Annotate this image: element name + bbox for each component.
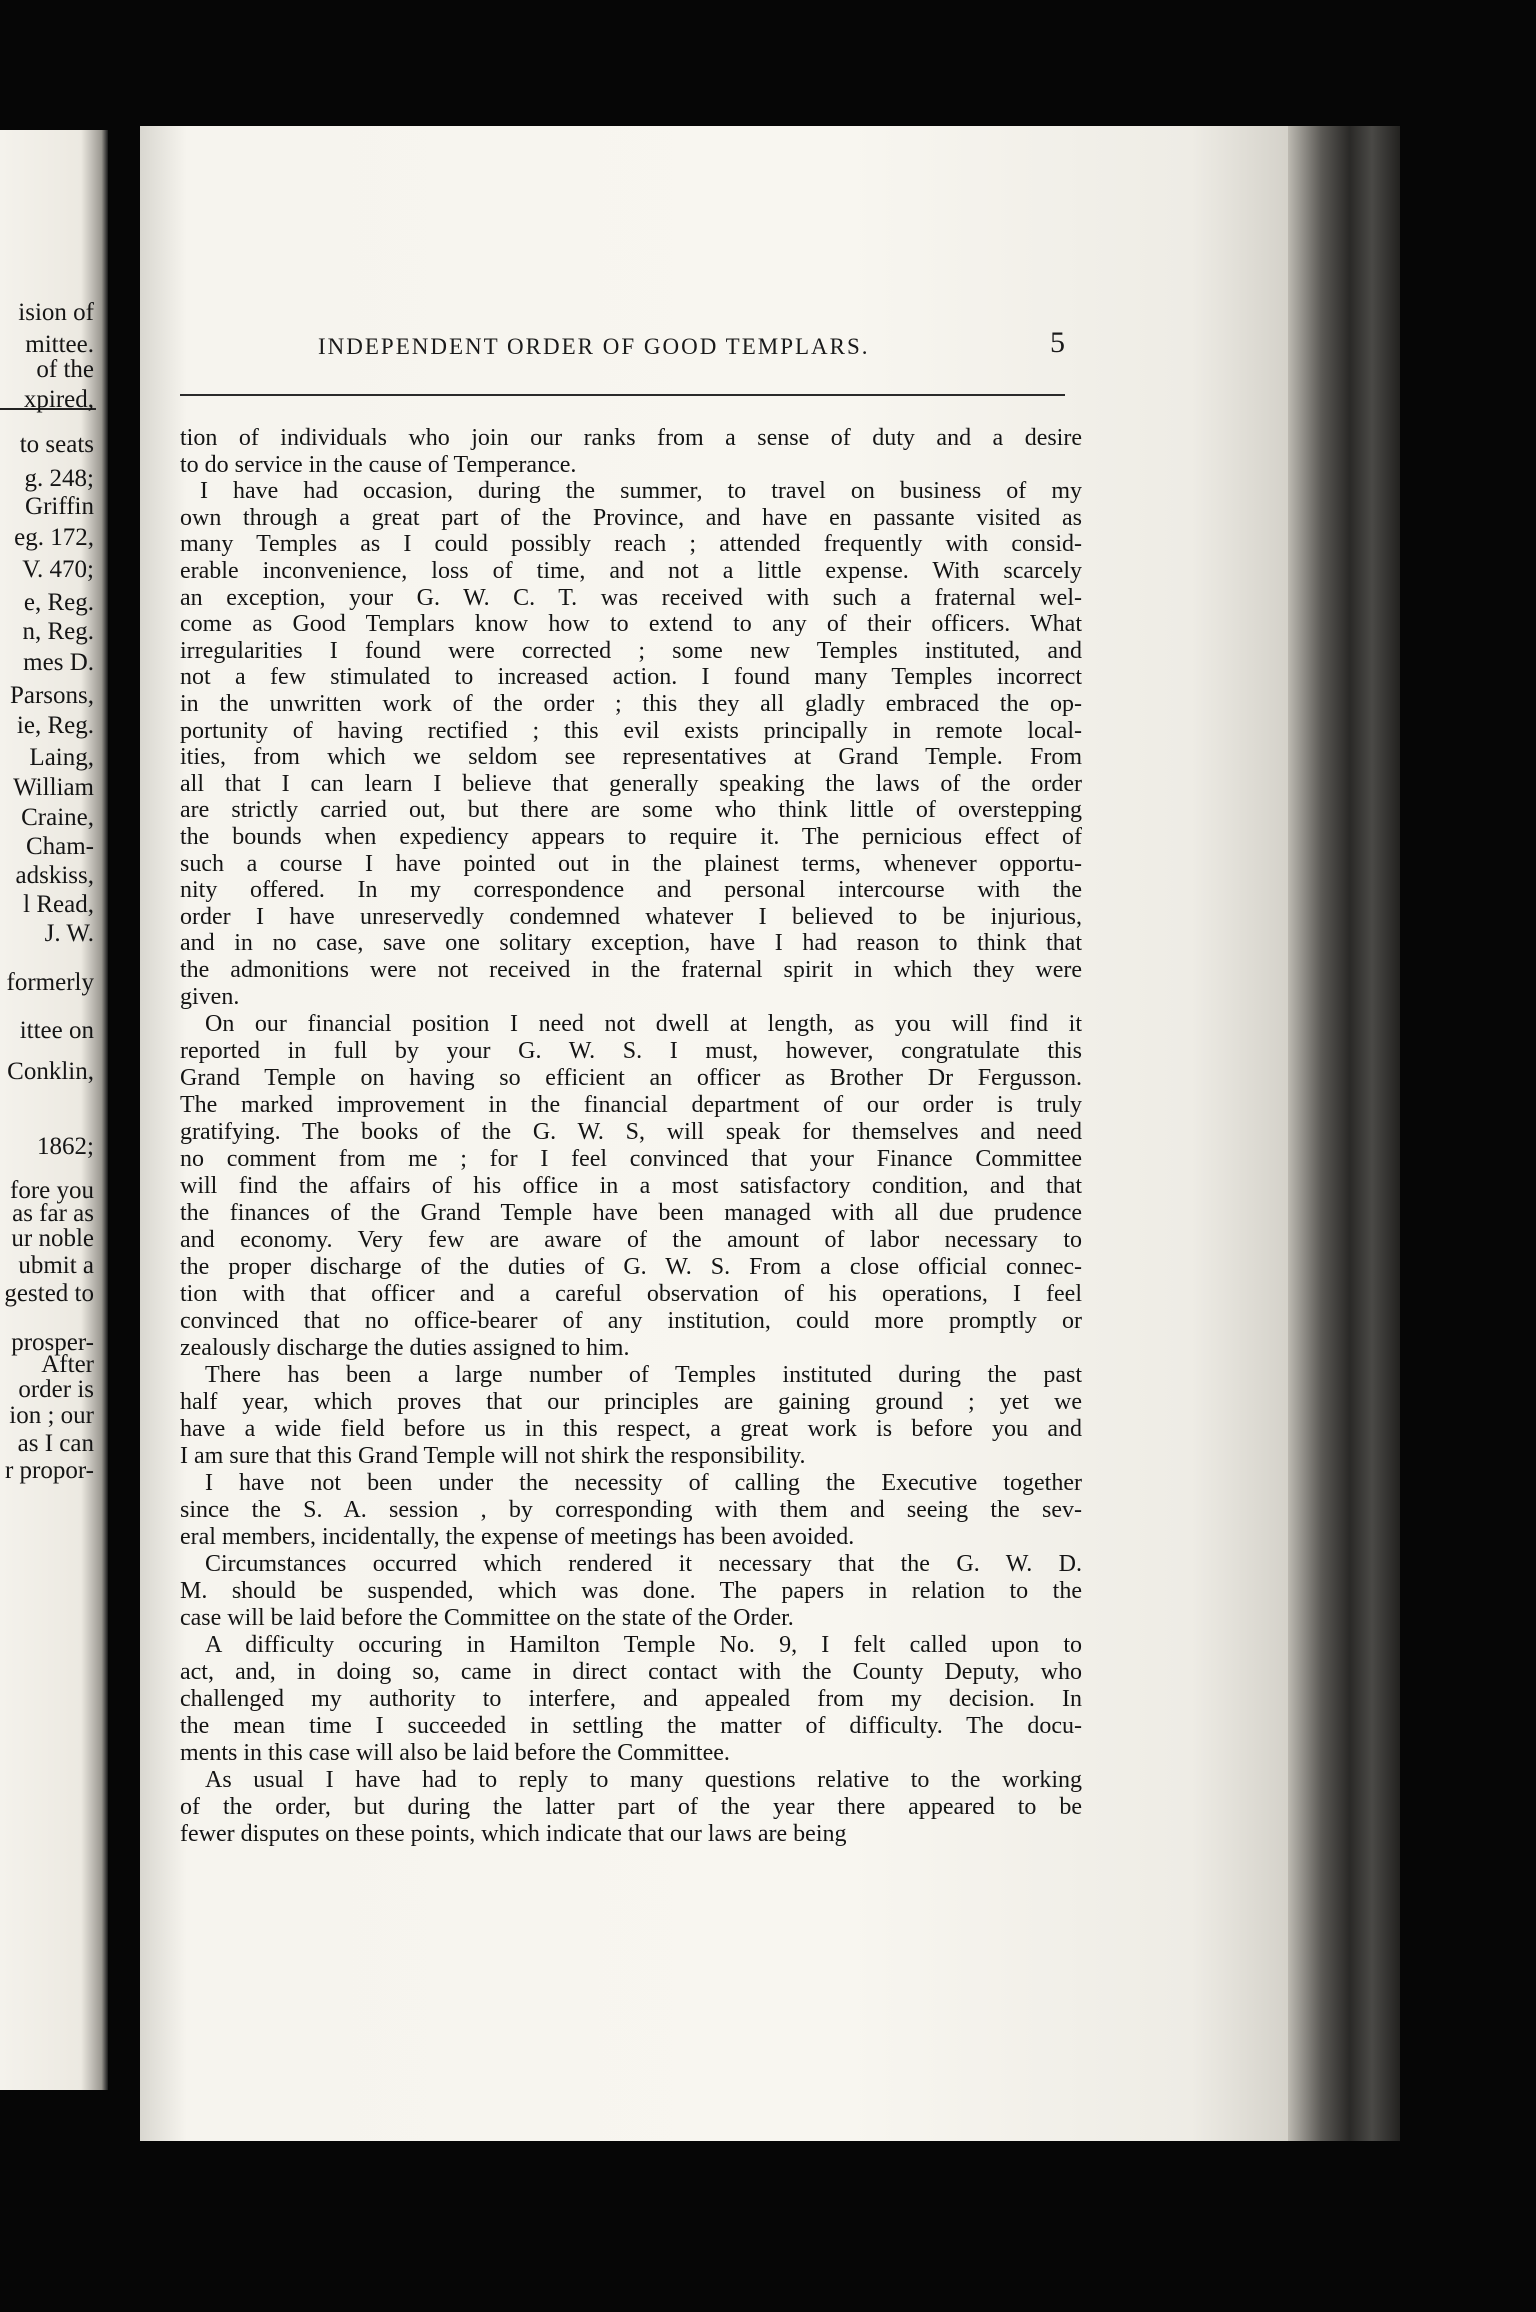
left-margin-line: e, Reg. (23, 589, 94, 616)
body-line: As usual I have had to reply to many questions relative to the working (205, 1767, 1082, 1793)
left-margin-line: to seats (19, 431, 94, 458)
left-margin-line: V. 470; (22, 556, 94, 583)
left-margin-line: 1862; (37, 1133, 94, 1160)
body-line: in the unwritten work of the order ; this they all gladly embraced the op- (180, 691, 1082, 717)
body-line: the mean time I succeeded in settling the matter of difficulty. The docu- (180, 1713, 1082, 1739)
left-margin-line: r propor- (4, 1457, 94, 1484)
body-line: all that I can learn I believe that generally speaking the laws of the order (180, 771, 1082, 797)
body-line: There has been a large number of Temples instituted during the past (205, 1362, 1082, 1388)
body-line: I am sure that this Grand Temple will not shirk the responsibility. (180, 1443, 806, 1469)
left-margin-line: Griffin (25, 493, 94, 520)
left-margin-line: as I can (17, 1430, 94, 1457)
left-margin-line: as far as (12, 1200, 94, 1227)
body-line: not a few stimulated to increased action. I found many Temples incorrect (180, 664, 1082, 690)
body-line: the finances of the Grand Temple have been managed with all due prudence (180, 1200, 1082, 1226)
body-line: have a wide field before us in this respect, a great work is before you and (180, 1416, 1082, 1442)
left-margin-line: Craine, (21, 804, 94, 831)
body-line: nity offered. In my correspondence and personal intercourse with the (180, 877, 1082, 903)
body-line: tion of individuals who join our ranks from a sense of duty and a desire (180, 425, 1082, 451)
body-line: such a course I have pointed out in the plainest terms, whenever opportu- (180, 851, 1082, 877)
body-line: tion with that officer and a careful observation of his operations, I feel (180, 1281, 1082, 1307)
body-line: gratifying. The books of the G. W. S, will speak for themselves and need (180, 1119, 1082, 1145)
left-margin-line: ision of (18, 299, 94, 326)
left-margin-line: l Read, (23, 891, 94, 918)
body-line: no comment from me ; for I feel convinced that your Finance Committee (180, 1146, 1082, 1172)
body-line: to do service in the cause of Temperance. (180, 452, 577, 478)
left-margin-line: After (41, 1351, 94, 1378)
left-margin-line: William (13, 774, 94, 801)
left-margin-line: mes D. (23, 649, 94, 676)
left-margin-line: ubmit a (18, 1252, 94, 1279)
left-margin-line: ur noble (11, 1225, 94, 1252)
body-line: irregularities I found were corrected ; some new Temples instituted, and (180, 638, 1082, 664)
body-line: ities, from which we seldom see representatives at Grand Temple. From (180, 744, 1082, 770)
body-line: many Temples as I could possibly reach ; attended frequently with consid- (180, 531, 1082, 557)
page-number: 5 (1050, 326, 1065, 359)
body-line: of the order, but during the latter part of the year there appeared to be (180, 1794, 1082, 1820)
body-line: order I have unreservedly condemned whatever I believed to be injurious, (180, 904, 1082, 930)
left-margin-line: gested to (4, 1280, 94, 1307)
body-line: come as Good Templars know how to extend to any of their officers. What (180, 611, 1082, 637)
running-head: INDEPENDENT ORDER OF GOOD TEMPLARS. (318, 334, 870, 359)
left-margin-line: eg. 172, (14, 524, 94, 551)
body-line: case will be laid before the Committee on the state of the Order. (180, 1605, 794, 1631)
body-line: M. should be suspended, which was done. The papers in relation to the (180, 1578, 1082, 1604)
left-margin-line: xpired, (23, 386, 94, 413)
body-line: own through a great part of the Province, and have en passante visited as (180, 505, 1082, 531)
body-line: the bounds when expediency appears to require it. The pernicious effect of (180, 824, 1082, 850)
body-line: given. (180, 984, 240, 1010)
body-line: and economy. Very few are aware of the amount of labor necessary to (180, 1227, 1082, 1253)
body-line: the proper discharge of the duties of G. W. S. From a close official connec- (180, 1254, 1082, 1280)
left-margin-line: formerly (6, 969, 94, 996)
body-line: convinced that no office-bearer of any institution, could more promptly or (180, 1308, 1082, 1334)
body-line: the admonitions were not received in the fraternal spirit in which they were (180, 957, 1082, 983)
body-line: reported in full by your G. W. S. I must, however, congratulate this (180, 1038, 1082, 1064)
body-line: A difficulty occuring in Hamilton Temple No. 9, I felt called upon to (205, 1632, 1082, 1658)
left-margin-line: Laing, (29, 744, 94, 771)
body-line: Circumstances occurred which rendered it necessary that the G. W. D. (205, 1551, 1082, 1577)
left-margin-line: ie, Reg. (16, 712, 94, 739)
body-line: challenged my authority to interfere, and appealed from my decision. In (180, 1686, 1082, 1712)
left-margin-line: Cham- (25, 833, 94, 860)
left-margin-line: of the (36, 356, 94, 383)
left-margin-line: prosper- (11, 1329, 94, 1356)
left-margin-line: Conklin, (7, 1058, 94, 1085)
body-line: act, and, in doing so, came in direct contact with the County Deputy, who (180, 1659, 1082, 1685)
left-margin-line: mittee. (25, 331, 94, 358)
header-rule (180, 394, 1065, 396)
left-margin-line: Parsons, (9, 682, 94, 709)
left-margin-line: adskiss, (15, 862, 94, 889)
left-margin-line: fore you (10, 1177, 94, 1204)
body-line: On our financial position I need not dwell at length, as you will find it (205, 1011, 1082, 1037)
body-line: fewer disputes on these points, which indicate that our laws are being (180, 1821, 847, 1847)
body-line: will find the affairs of his office in a most satisfactory condition, and that (180, 1173, 1082, 1199)
body-line: since the S. A. session , by corresponding with them and seeing the sev- (180, 1497, 1082, 1523)
body-line: zealously discharge the duties assigned to him. (180, 1335, 630, 1361)
left-margin-line: J. W. (44, 920, 94, 947)
left-margin-line: ion ; our (9, 1402, 94, 1429)
body-line: an exception, your G. W. C. T. was received with such a fraternal wel- (180, 585, 1082, 611)
body-line: ments in this case will also be laid before the Committee. (180, 1740, 730, 1766)
left-margin-line: n, Reg. (22, 618, 94, 645)
body-line: Grand Temple on having so efficient an officer as Brother Dr Fergusson. (180, 1065, 1082, 1091)
left-page-edge (0, 130, 108, 2090)
body-line: erable inconvenience, loss of time, and not a little expense. With scarcely (180, 558, 1082, 584)
left-margin-line: order is (18, 1376, 94, 1403)
body-line: eral members, incidentally, the expense of meetings has been avoided. (180, 1524, 855, 1550)
body-line: and in no case, save one solitary exception, have I had reason to think that (180, 930, 1082, 956)
body-line: portunity of having rectified ; this evil exists principally in remote local- (180, 718, 1082, 744)
body-line: I have had occasion, during the summer, to travel on business of my (200, 478, 1082, 504)
left-margin-line: ittee on (19, 1017, 94, 1044)
body-line: are strictly carried out, but there are some who think little of overstepping (180, 797, 1082, 823)
body-line: I have not been under the necessity of calling the Executive together (205, 1470, 1082, 1496)
body-line: half year, which proves that our principles are gaining ground ; yet we (180, 1389, 1082, 1415)
left-margin-line: g. 248; (24, 465, 94, 492)
body-line: The marked improvement in the financial department of our order is truly (180, 1092, 1082, 1118)
book-edge-shadow (1288, 126, 1400, 2141)
